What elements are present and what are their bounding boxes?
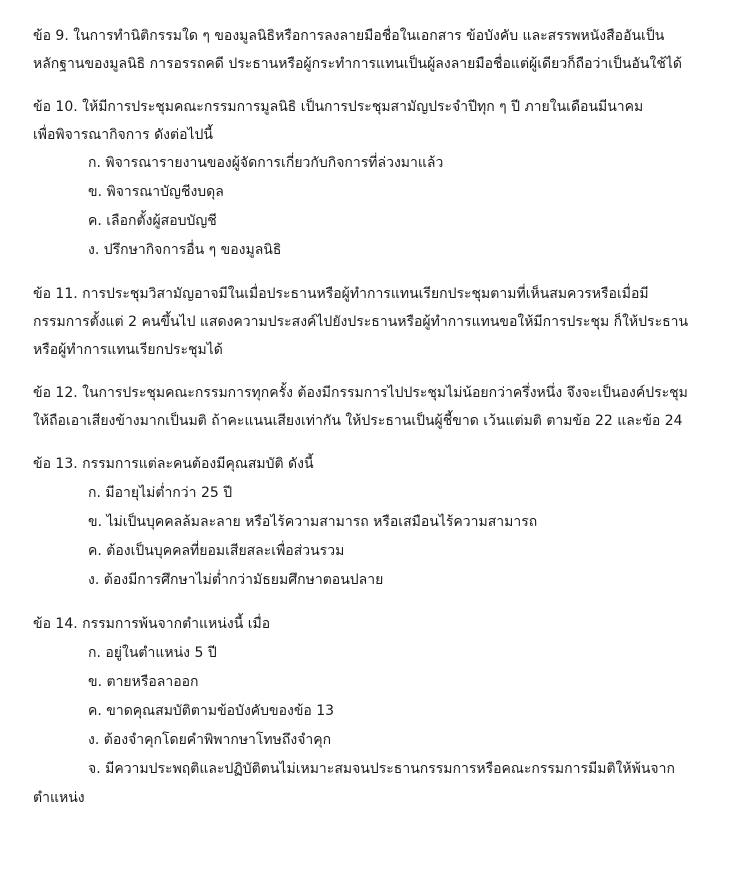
clause-11-line-2: กรรมการตั้งแต่ 2 คนขึ้นไป แสดงความประสงค์ไปยังประธานหรือผู้ทำการแทนขอให้มีการประชุม ก็ให้ประธาน — [33, 314, 689, 330]
clause-13-item-a: ก. มีอายุไม่ต่ำกว่า 25 ปี — [88, 485, 233, 501]
clause-10-item-a: ก. พิจารณารายงานของผู้จัดการเกี่ยวกับกิจการที่ล่วงมาแล้ว — [88, 155, 444, 171]
clause-10-line-1: ข้อ 10. ให้มีการประชุมคณะกรรมการมูลนิธิ เป็นการประชุมสามัญประจำปีทุก ๆ ปี ภายในเดือนมีนาคม — [33, 99, 644, 115]
clause-14-heading: ข้อ 14. กรรมการพ้นจากตำแหน่งนี้ เมื่อ — [33, 616, 271, 632]
clause-9 — [33, 22, 726, 78]
clause-13-item-b: ข. ไม่เป็นบุคคลล้มละลาย หรือไร้ความสามารถ หรือเสมือนไร้ความสามารถ — [88, 514, 538, 530]
clause-14-item-b: ข. ตายหรือลาออก — [88, 674, 199, 690]
clause-14-item-a: ก. อยู่ในตำแหน่ง 5 ปี — [88, 645, 217, 661]
clause-13-item-c: ค. ต้องเป็นบุคคลที่ยอมเสียสละเพื่อส่วนรวม — [88, 543, 345, 559]
clause-14-item-d: ง. ต้องจำคุกโดยคำพิพากษาโทษถึงจำคุก — [88, 732, 332, 748]
clause-12 — [33, 379, 726, 435]
clause-14-item-e-continuation: ตำแหน่ง — [33, 790, 85, 806]
clause-9-line-2: หลักฐานของมูลนิธิ การอรรถคดี ประธานหรือผู้กระทำการแทนเป็นผู้ลงลายมือชื่อแต่ผู้เดียวก็ถือว่าเป็นอันใช้ได้ — [33, 56, 682, 72]
clause-11-line-3: หรือผู้ทำการแทนเรียกประชุมได้ — [33, 342, 223, 358]
clause-14-item-e: จ. มีความประพฤติและปฏิบัติตนไม่เหมาะสมจนประธานกรรมการหรือคณะกรรมการมีมติให้พ้นจาก — [88, 761, 675, 777]
clause-10 — [33, 93, 726, 265]
clause-12-line-2: ให้ถือเอาเสียงข้างมากเป็นมติ ถ้าคะแนนเสียงเท่ากัน ให้ประธานเป็นผู้ชี้ขาด เว้นแต่มติ ตามข้อ 22 และข้อ 24 — [33, 413, 683, 429]
clause-12-line-1: ข้อ 12. ในการประชุมคณะกรรมการทุกครั้ง ต้องมีกรรมการไปประชุมไม่น้อยกว่าครึ่งหนึ่ง จึงจะเป็นองค์ประชุม — [33, 385, 688, 401]
clause-10-item-d: ง. ปรึกษากิจการอื่น ๆ ของมูลนิธิ — [88, 242, 282, 258]
clause-10-line-2: เพื่อพิจารณากิจการ ดังต่อไปนี้ — [33, 127, 213, 143]
clause-11-line-1: ข้อ 11. การประชุมวิสามัญอาจมีในเมื่อประธานหรือผู้ทำการแทนเรียกประชุมตามที่เห็นสมควรหรือเมื่อมี — [33, 286, 649, 302]
clause-11 — [33, 280, 726, 364]
clause-10-item-b: ข. พิจารณาบัญชีงบดุล — [88, 184, 224, 200]
clause-13-item-d: ง. ต้องมีการศึกษาไม่ต่ำกว่ามัธยมศึกษาตอนปลาย — [88, 572, 384, 588]
clause-14-item-c: ค. ขาดคุณสมบัติตามข้อบังคับของข้อ 13 — [88, 703, 335, 719]
clause-13 — [33, 450, 726, 595]
clause-10-item-c: ค. เลือกตั้งผู้สอบบัญชี — [88, 213, 217, 229]
clause-9-line-1: ข้อ 9. ในการทำนิติกรรมใด ๆ ของมูลนิธิหรือการลงลายมือชื่อในเอกสาร ข้อบังคับ และสรรพหนังสืออันเป็น — [33, 28, 665, 44]
clause-14 — [33, 610, 726, 812]
clause-13-heading: ข้อ 13. กรรมการแต่ละคนต้องมีคุณสมบัติ ดังนี้ — [33, 456, 314, 472]
